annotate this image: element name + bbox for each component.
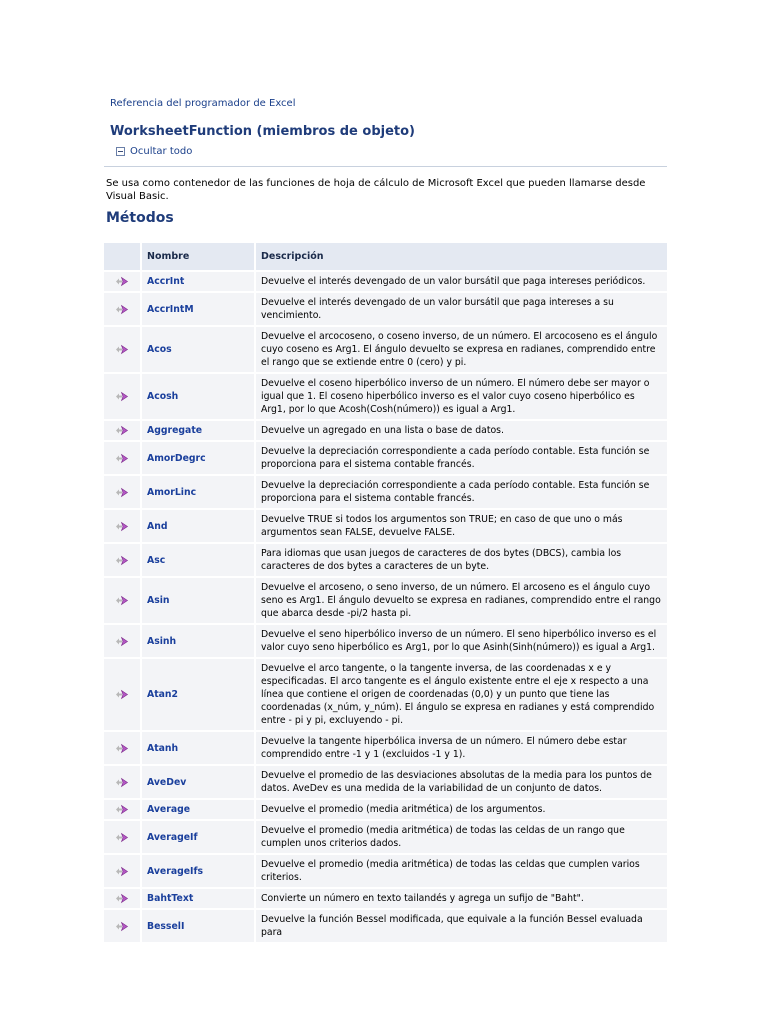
page-title: WorksheetFunction (miembros de objeto)	[110, 124, 415, 139]
method-icon	[104, 625, 140, 657]
method-name-link[interactable]: And	[140, 510, 254, 542]
table-row	[104, 544, 667, 576]
table-row	[104, 476, 667, 508]
method-name-link[interactable]: Aggregate	[140, 421, 254, 440]
method-icon	[104, 327, 140, 372]
method-icon	[104, 272, 140, 291]
method-description: Devuelve la depreciación correspondiente a cada período contable. Esta función se proporciona para el sistema contable francés.	[254, 476, 667, 508]
method-icon	[104, 800, 140, 819]
header-description: Descripción	[254, 243, 667, 270]
method-description: Devuelve el promedio de las desviaciones absolutas de la media para los puntos de datos. AveDev es una medida de la variabilidad de un conjunto de datos.	[254, 766, 667, 798]
method-name-link[interactable]: AverageIfs	[140, 855, 254, 887]
method-icon	[104, 732, 140, 764]
method-name-link[interactable]: AveDev	[140, 766, 254, 798]
method-name-link[interactable]: Acosh	[140, 374, 254, 419]
method-description: Devuelve el promedio (media aritmética) de los argumentos.	[254, 800, 667, 819]
method-icon	[104, 889, 140, 908]
method-name-link[interactable]: BesselI	[140, 910, 254, 942]
table-row	[104, 855, 667, 887]
method-icon	[104, 578, 140, 623]
table-row	[104, 910, 667, 942]
collapse-minus-icon[interactable]	[116, 147, 125, 156]
table-row	[104, 510, 667, 542]
table-row	[104, 889, 667, 908]
method-icon	[104, 476, 140, 508]
method-description: Devuelve un agregado en una lista o base de datos.	[254, 421, 667, 440]
header-icon-cell	[104, 243, 140, 270]
method-icon	[104, 821, 140, 853]
method-description: Devuelve el seno hiperbólico inverso de un número. El seno hiperbólico inverso es el valor cuyo seno hiperbólico es Arg1, por lo que Asinh(Sinh(número)) es igual a Arg1.	[254, 625, 667, 657]
method-icon	[104, 910, 140, 942]
method-description: Devuelve el promedio (media aritmética) de todas las celdas que cumplen varios criterios.	[254, 855, 667, 887]
methods-table	[104, 241, 667, 944]
method-description: Devuelve TRUE si todos los argumentos son TRUE; en caso de que uno o más argumentos sean FALSE, devuelve FALSE.	[254, 510, 667, 542]
method-description: Devuelve el arcoseno, o seno inverso, de un número. El arcoseno es el ángulo cuyo seno es Arg1. El ángulo devuelto se expresa en radianes, comprendido entre el rango que abarca desde -pi/2 hasta pi.	[254, 578, 667, 623]
method-name-link[interactable]: BahtText	[140, 889, 254, 908]
table-row	[104, 578, 667, 623]
table-row	[104, 374, 667, 419]
method-name-link[interactable]: Atan2	[140, 659, 254, 730]
method-icon	[104, 766, 140, 798]
method-name-link[interactable]: AmorDegrc	[140, 442, 254, 474]
method-description: Devuelve la función Bessel modificada, que equivale a la función Bessel evaluada para	[254, 910, 667, 942]
collapse-all-toggle[interactable]	[116, 146, 192, 157]
table-row	[104, 272, 667, 291]
method-icon	[104, 374, 140, 419]
table-row	[104, 327, 667, 372]
method-description: Devuelve el interés devengado de un valor bursátil que paga intereses a su vencimiento.	[254, 293, 667, 325]
method-name-link[interactable]: AverageIf	[140, 821, 254, 853]
method-icon	[104, 659, 140, 730]
method-icon	[104, 442, 140, 474]
method-icon	[104, 421, 140, 440]
method-name-link[interactable]: Atanh	[140, 732, 254, 764]
method-description: Devuelve el interés devengado de un valor bursátil que paga intereses periódicos.	[254, 272, 667, 291]
table-row	[104, 766, 667, 798]
intro-text: Se usa como contenedor de las funciones de hoja de cálculo de Microsoft Excel que pueden llamarse desde Visual Basic.	[106, 178, 646, 202]
method-description: Devuelve la depreciación correspondiente a cada período contable. Esta función se proporciona para el sistema contable francés.	[254, 442, 667, 474]
method-description: Devuelve la tangente hiperbólica inversa de un número. El número debe estar comprendido entre -1 y 1 (excluidos -1 y 1).	[254, 732, 667, 764]
method-name-link[interactable]: Average	[140, 800, 254, 819]
section-title: Métodos	[106, 210, 174, 226]
method-name-link[interactable]: AccrIntM	[140, 293, 254, 325]
table-row	[104, 442, 667, 474]
table-row	[104, 421, 667, 440]
table-row	[104, 625, 667, 657]
method-name-link[interactable]: AmorLinc	[140, 476, 254, 508]
method-description: Devuelve el arco tangente, o la tangente inversa, de las coordenadas x e y especificadas. El arco tangente es el ángulo existente entre el eje x respecto a una línea que contiene el origen de coordenadas (0,0) y un punto que tiene las coordenadas (x_núm, y_núm). El ángulo se expresa en radianes y está comprendido entre - pi y pi, excluyendo - pi.	[254, 659, 667, 730]
breadcrumb[interactable]: Referencia del programador de Excel	[110, 98, 296, 109]
table-header-row	[104, 243, 667, 270]
method-description: Convierte un número en texto tailandés y agrega un sufijo de "Baht".	[254, 889, 667, 908]
method-description: Devuelve el promedio (media aritmética) de todas las celdas de un rango que cumplen unos criterios dados.	[254, 821, 667, 853]
method-description: Devuelve el arcocoseno, o coseno inverso, de un número. El arcocoseno es el ángulo cuyo coseno es Arg1. El ángulo devuelto se expresa en radianes, comprendido entre el rango que se extiende entre 0 (cero) y pi.	[254, 327, 667, 372]
method-name-link[interactable]: Asc	[140, 544, 254, 576]
method-name-link[interactable]: Acos	[140, 327, 254, 372]
method-icon	[104, 855, 140, 887]
method-name-link[interactable]: Asin	[140, 578, 254, 623]
table-row	[104, 659, 667, 730]
table-row	[104, 821, 667, 853]
table-row	[104, 800, 667, 819]
method-description: Devuelve el coseno hiperbólico inverso de un número. El número debe ser mayor o igual que 1. El coseno hiperbólico inverso es el valor cuyo coseno hiperbólico es Arg1, por lo que Acosh(Cosh(número)) es igual a Arg1.	[254, 374, 667, 419]
method-icon	[104, 510, 140, 542]
header-name: Nombre	[140, 243, 254, 270]
method-name-link[interactable]: Asinh	[140, 625, 254, 657]
method-icon	[104, 544, 140, 576]
method-name-link[interactable]: AccrInt	[140, 272, 254, 291]
title-divider	[104, 166, 667, 167]
method-icon	[104, 293, 140, 325]
table-row	[104, 732, 667, 764]
method-description: Para idiomas que usan juegos de caracteres de dos bytes (DBCS), cambia los caracteres de dos bytes a caracteres de un byte.	[254, 544, 667, 576]
collapse-all-label[interactable]: Ocultar todo	[130, 146, 193, 157]
table-row	[104, 293, 667, 325]
